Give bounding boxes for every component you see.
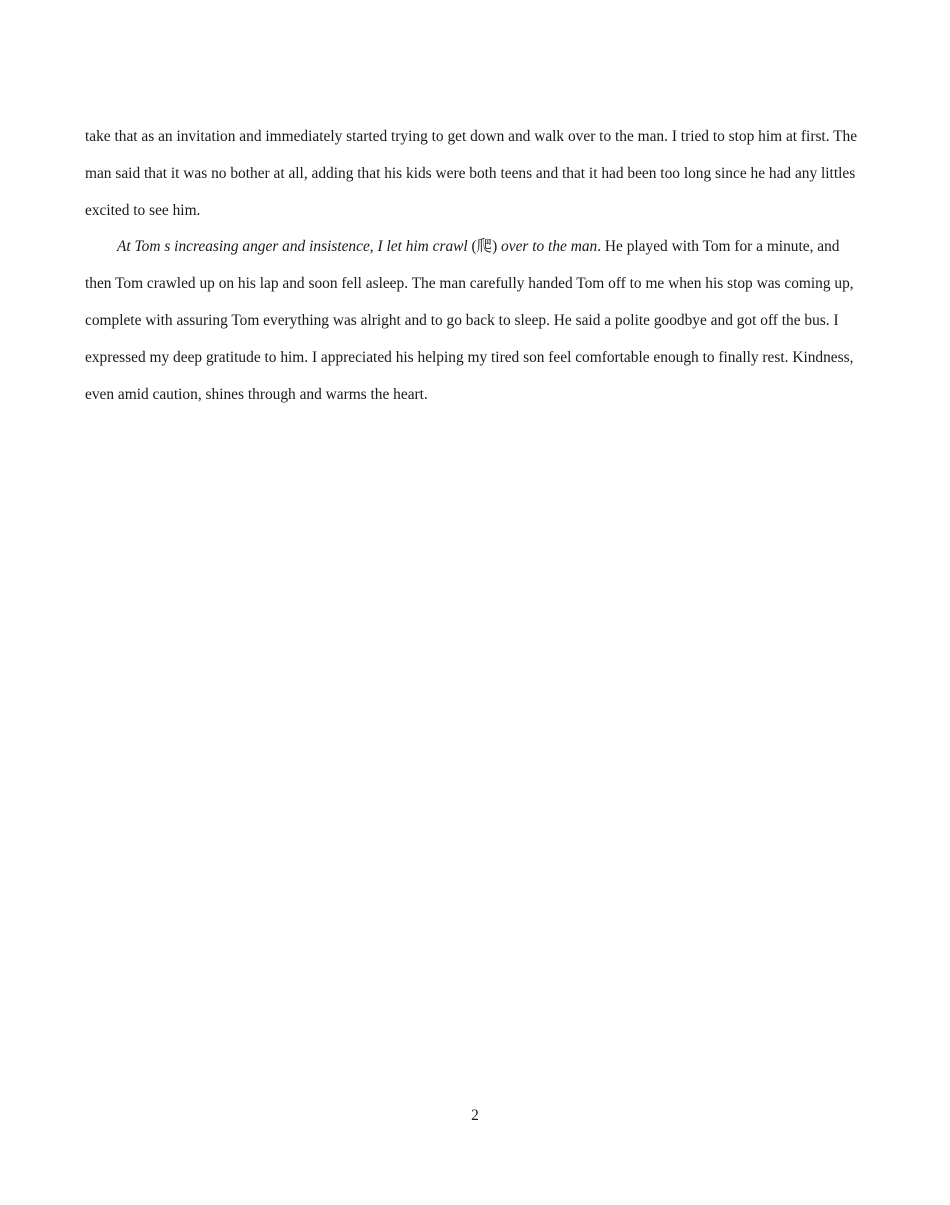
paragraph-1 (85, 119, 865, 229)
paragraph-2-italic-run-3: I let him crawl (377, 238, 468, 256)
paragraph-2-italic-run-1: At Tom s increasing anger and insistence (117, 238, 370, 256)
paragraph-2-run-4: (爬) (467, 238, 502, 256)
paragraph-2-run-2: , (369, 238, 378, 256)
paragraph-2 (85, 229, 865, 413)
paragraph-2-italic-run-5: over to the man (501, 238, 598, 256)
paragraph-2-run-6: . He played with Tom for a minute, and then Tom crawled up on his lap and soon fell asleep. The man carefully handed Tom off to me when his stop was coming up, complete with assuring Tom everything was alright and to go back to sleep. He said a polite goodbye and got off the bus. I expressed my deep gratitude to him. I appreciated his helping my tired son feel comfortable enough to finally rest. Kindness, even amid caution, shines through and warms the heart. (85, 238, 854, 403)
body-text (85, 119, 865, 413)
paragraph-1-text: take that as an invitation and immediately started trying to get down and walk over to the man. I tried to stop him at first. The man said that it was no bother at all, adding that his kids were both teens and that it had been too long since he had any littles excited to see him. (85, 128, 858, 219)
page-number: 2 (471, 1107, 479, 1124)
